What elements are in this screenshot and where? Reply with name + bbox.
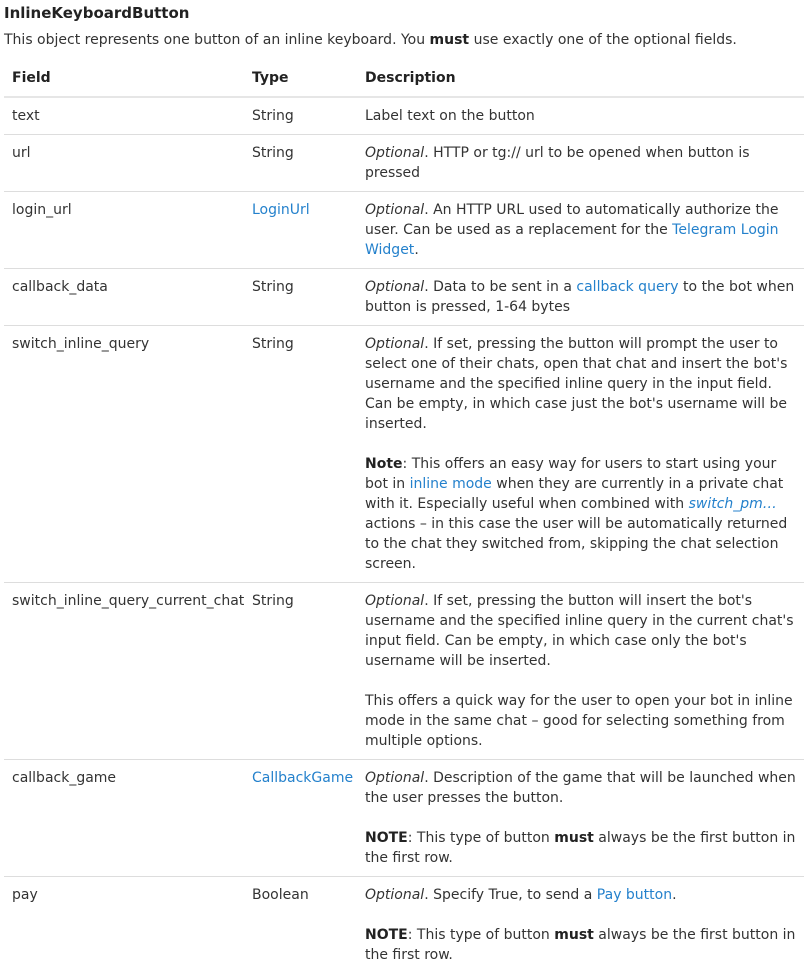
field-type bbox=[244, 192, 357, 269]
field-description: Optional. HTTP or tg:// url to be opened when button is pressed bbox=[357, 135, 804, 192]
field-name: url bbox=[4, 135, 244, 192]
table-row bbox=[4, 97, 804, 135]
link-switch-pm[interactable]: switch_pm… bbox=[689, 496, 777, 512]
field-description: Optional. Data to be sent in a callback query to the bot when button is pressed, 1-64 bytes bbox=[357, 269, 804, 326]
field-type bbox=[244, 760, 357, 877]
field-type: Boolean bbox=[244, 877, 357, 973]
link-inline-mode[interactable]: inline mode bbox=[410, 476, 492, 492]
page-title: InlineKeyboardButton bbox=[4, 0, 800, 30]
field-description: Optional. An HTTP URL used to automatically authorize the user. Can be used as a replacement for the Telegram Login Widget. bbox=[357, 192, 804, 269]
field-name: callback_game bbox=[4, 760, 244, 877]
link-callback-query[interactable]: callback query bbox=[576, 279, 678, 295]
link-telegram-login-widget[interactable]: Telegram Login Widget bbox=[365, 222, 779, 258]
field-description: Optional. If set, pressing the button will insert the bot's username and the specified inline query in the current chat's input field. Can be empty, in which case only the bot's username will be inserted. This offers a quick way for the user to open your bot in inline mode in the same chat – good for selecting something from multiple options. bbox=[357, 583, 804, 760]
field-description: Optional. Description of the game that will be launched when the user presses the button. NOTE: This type of button must always be the first button in the first row. bbox=[357, 760, 804, 877]
field-description: Optional. Specify True, to send a Pay button. NOTE: This type of button must always be the first button in the first row. bbox=[357, 877, 804, 973]
column-header-type: Type bbox=[244, 60, 357, 97]
table-row bbox=[4, 135, 804, 192]
column-header-field: Field bbox=[4, 60, 244, 97]
field-description: Label text on the button bbox=[357, 97, 804, 135]
field-type: String bbox=[244, 326, 357, 583]
fields-table bbox=[4, 60, 804, 973]
field-type: String bbox=[244, 97, 357, 135]
field-name: text bbox=[4, 97, 244, 135]
field-type: String bbox=[244, 583, 357, 760]
table-row bbox=[4, 583, 804, 760]
table-header-row bbox=[4, 60, 804, 97]
extra-paragraph: This offers a quick way for the user to open your bot in inline mode in the same chat – good for selecting something from multiple options. bbox=[365, 691, 796, 751]
field-type: String bbox=[244, 135, 357, 192]
link-pay-button[interactable]: Pay button bbox=[597, 887, 672, 903]
field-name: switch_inline_query bbox=[4, 326, 244, 583]
table-row bbox=[4, 760, 804, 877]
type-link-loginurl[interactable]: LoginUrl bbox=[252, 202, 310, 218]
note-paragraph: NOTE: This type of button must always be the first button in the first row. bbox=[365, 925, 796, 965]
table-row bbox=[4, 192, 804, 269]
intro-paragraph: This object represents one button of an inline keyboard. You must use exactly one of the optional fields. bbox=[4, 30, 800, 60]
column-header-description: Description bbox=[357, 60, 804, 97]
field-name: switch_inline_query_current_chat bbox=[4, 583, 244, 760]
field-name: login_url bbox=[4, 192, 244, 269]
note-paragraph: Note: This offers an easy way for users to start using your bot in inline mode when they are currently in a private chat with it. Especially useful when combined with switch_pm… actions – in this case the user will be automatically returned to the chat they switched from, skipping the chat selection screen. bbox=[365, 454, 796, 574]
field-type: String bbox=[244, 269, 357, 326]
table-row bbox=[4, 877, 804, 973]
field-description: Optional. If set, pressing the button will prompt the user to select one of their chats, open that chat and insert the bot's username and the specified inline query in the input field. Can be empty, in which case just the bot's username will be inserted. Note: This offers an easy way for users to start using your bot in inline mode when they are currently in a private chat with it. Especially useful when combined with switch_pm… actions – in this case the user will be automatically returned to the chat they switched from, skipping the chat selection screen. bbox=[357, 326, 804, 583]
note-paragraph: NOTE: This type of button must always be the first button in the first row. bbox=[365, 828, 796, 868]
field-name: pay bbox=[4, 877, 244, 973]
field-name: callback_data bbox=[4, 269, 244, 326]
table-row bbox=[4, 326, 804, 583]
type-link-callbackgame[interactable]: CallbackGame bbox=[252, 770, 353, 786]
table-row bbox=[4, 269, 804, 326]
